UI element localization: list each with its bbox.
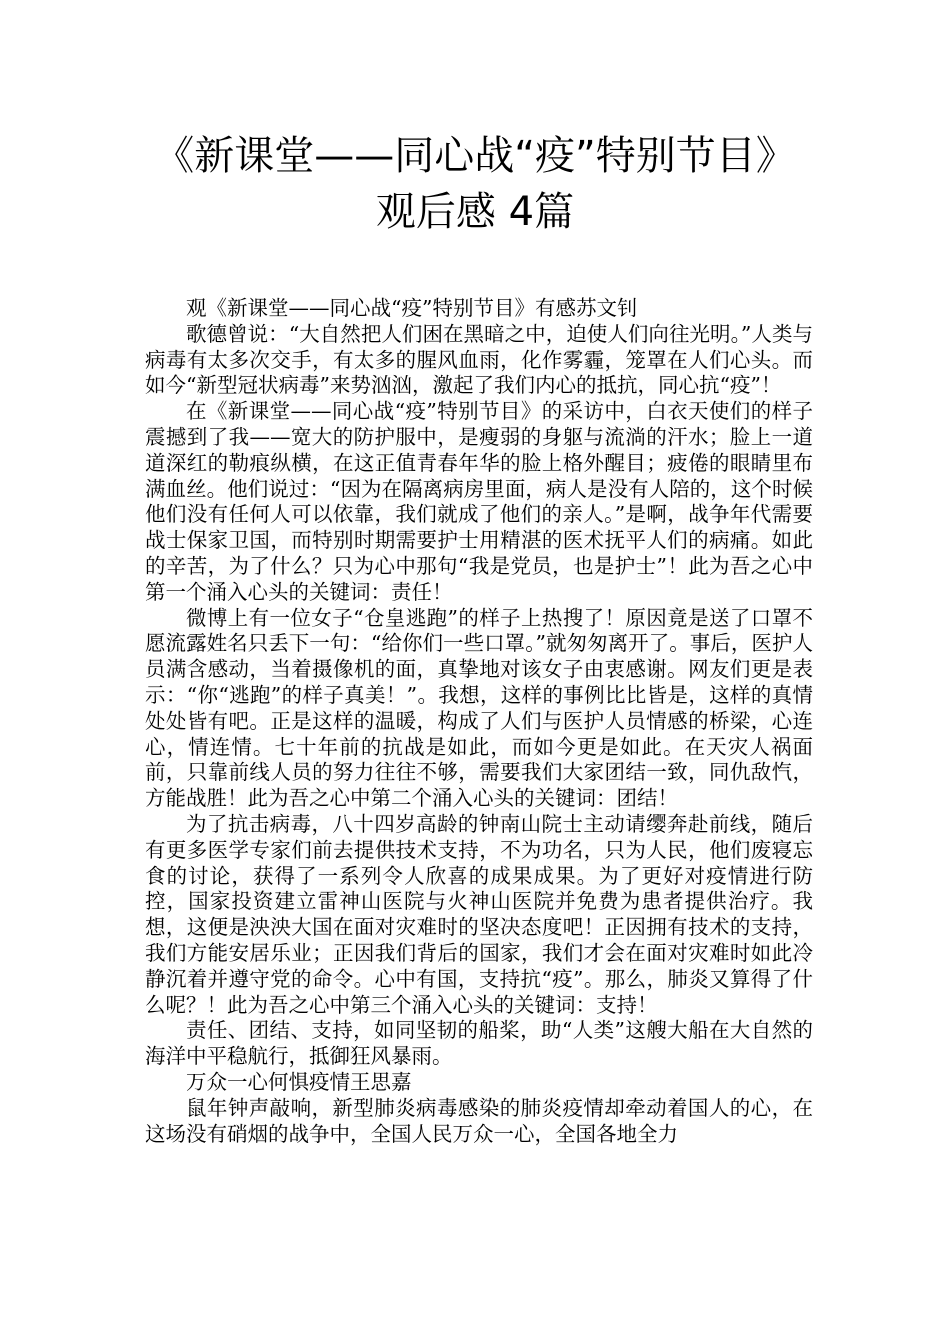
paragraph: 歌德曾说：“大自然把人们困在黑暗之中，迫使人们向往光明。”人类与病毒有太多次交手，有太多的腥风血雨，化作雾霾，笼罩在人们心头。而如今“新型冠状病毒”来势汹汹，激起了我们内心的抵抗，同心抗“疫”！: [145, 321, 813, 398]
title-line-1: 《新课堂——同心战“疫”特别节目》: [154, 133, 796, 179]
paragraph: 鼠年钟声敲响，新型肺炎病毒感染的肺炎疫情却牵动着国人的心，在这场没有硝烟的战争中，全国人民万众一心，全国各地全力: [145, 1095, 813, 1146]
paragraph: 微博上有一位女子“仓皇逃跑”的样子上热搜了！原因竟是送了口罩不愿流露姓名只丢下一句：“给你们一些口罩。”就匆匆离开了。事后，医护人员满含感动，当着摄像机的面，真挚地对该女子由衷感谢。网友们更是表示：“你“逃跑”的样子真美！”。我想，这样的事例比比皆是，这样的真情处处皆有吧。正是这样的温暖，构成了人们与医护人员情感的桥梁，心连心，情连情。七十年前的抗战是如此，而如今更是如此。在天灾人祸面前，只靠前线人员的努力往往不够，需要我们大家团结一致，同仇敌忾，方能战胜！此为吾之心中第二个涌入心头的关键词：团结！: [145, 605, 813, 811]
paragraph: 在《新课堂——同心战“疫”特别节目》的采访中，白衣天使们的样子震撼到了我——宽大的防护服中，是瘦弱的身躯与流淌的汗水；脸上一道道深红的勒痕纵横，在这正值青春年华的脸上格外醒目；疲倦的眼睛里布满血丝。他们说过：“因为在隔离病房里面，病人是没有人陪的，这个时候他们没有任何人可以依靠，我们就成了他们的亲人。”是啊，战争年代需要战士保家卫国，而特别时期需要护士用精湛的医术抚平人们的病痛。如此的辛苦，为了什么？只为心中那句“我是党员，也是护士”！此为吾之心中第一个涌入心头的关键词：责任！: [145, 399, 813, 604]
paragraph: 万众一心何惧疫情王思嘉: [186, 1069, 412, 1094]
document-body: [145, 296, 813, 1147]
paragraph: 为了抗击病毒，八十四岁高龄的钟南山院士主动请缨奔赴前线，随后有更多医学专家们前去提供技术支持，不为功名，只为人民，他们废寝忘食的讨论，获得了一系列令人欣喜的成果成果。为了更好对疫情进行防控，国家投资建立雷神山医院与火神山医院并免费为患者提供治疗。我想，这便是泱泱大国在面对灾难时的坚决态度吧！正因拥有技术的支持，我们方能安居乐业；正因我们背后的国家，我们才会在面对灾难时如此冷静沉着并遵守党的命令。心中有国，支持抗“疫”。那么，肺炎又算得了什么呢？！此为吾之心中第三个涌入心头的关键词：支持！: [145, 811, 813, 1017]
title-line-2: 观后感 4篇: [375, 189, 575, 235]
paragraph: 责任、团结、支持，如同坚韧的船桨，助“人类”这艘大船在大自然的海洋中平稳航行，抵御狂风暴雨。: [145, 1018, 813, 1069]
document-title: [60, 128, 890, 240]
paragraph: 观《新课堂——同心战“疫”特别节目》有感苏文钊: [186, 296, 638, 320]
